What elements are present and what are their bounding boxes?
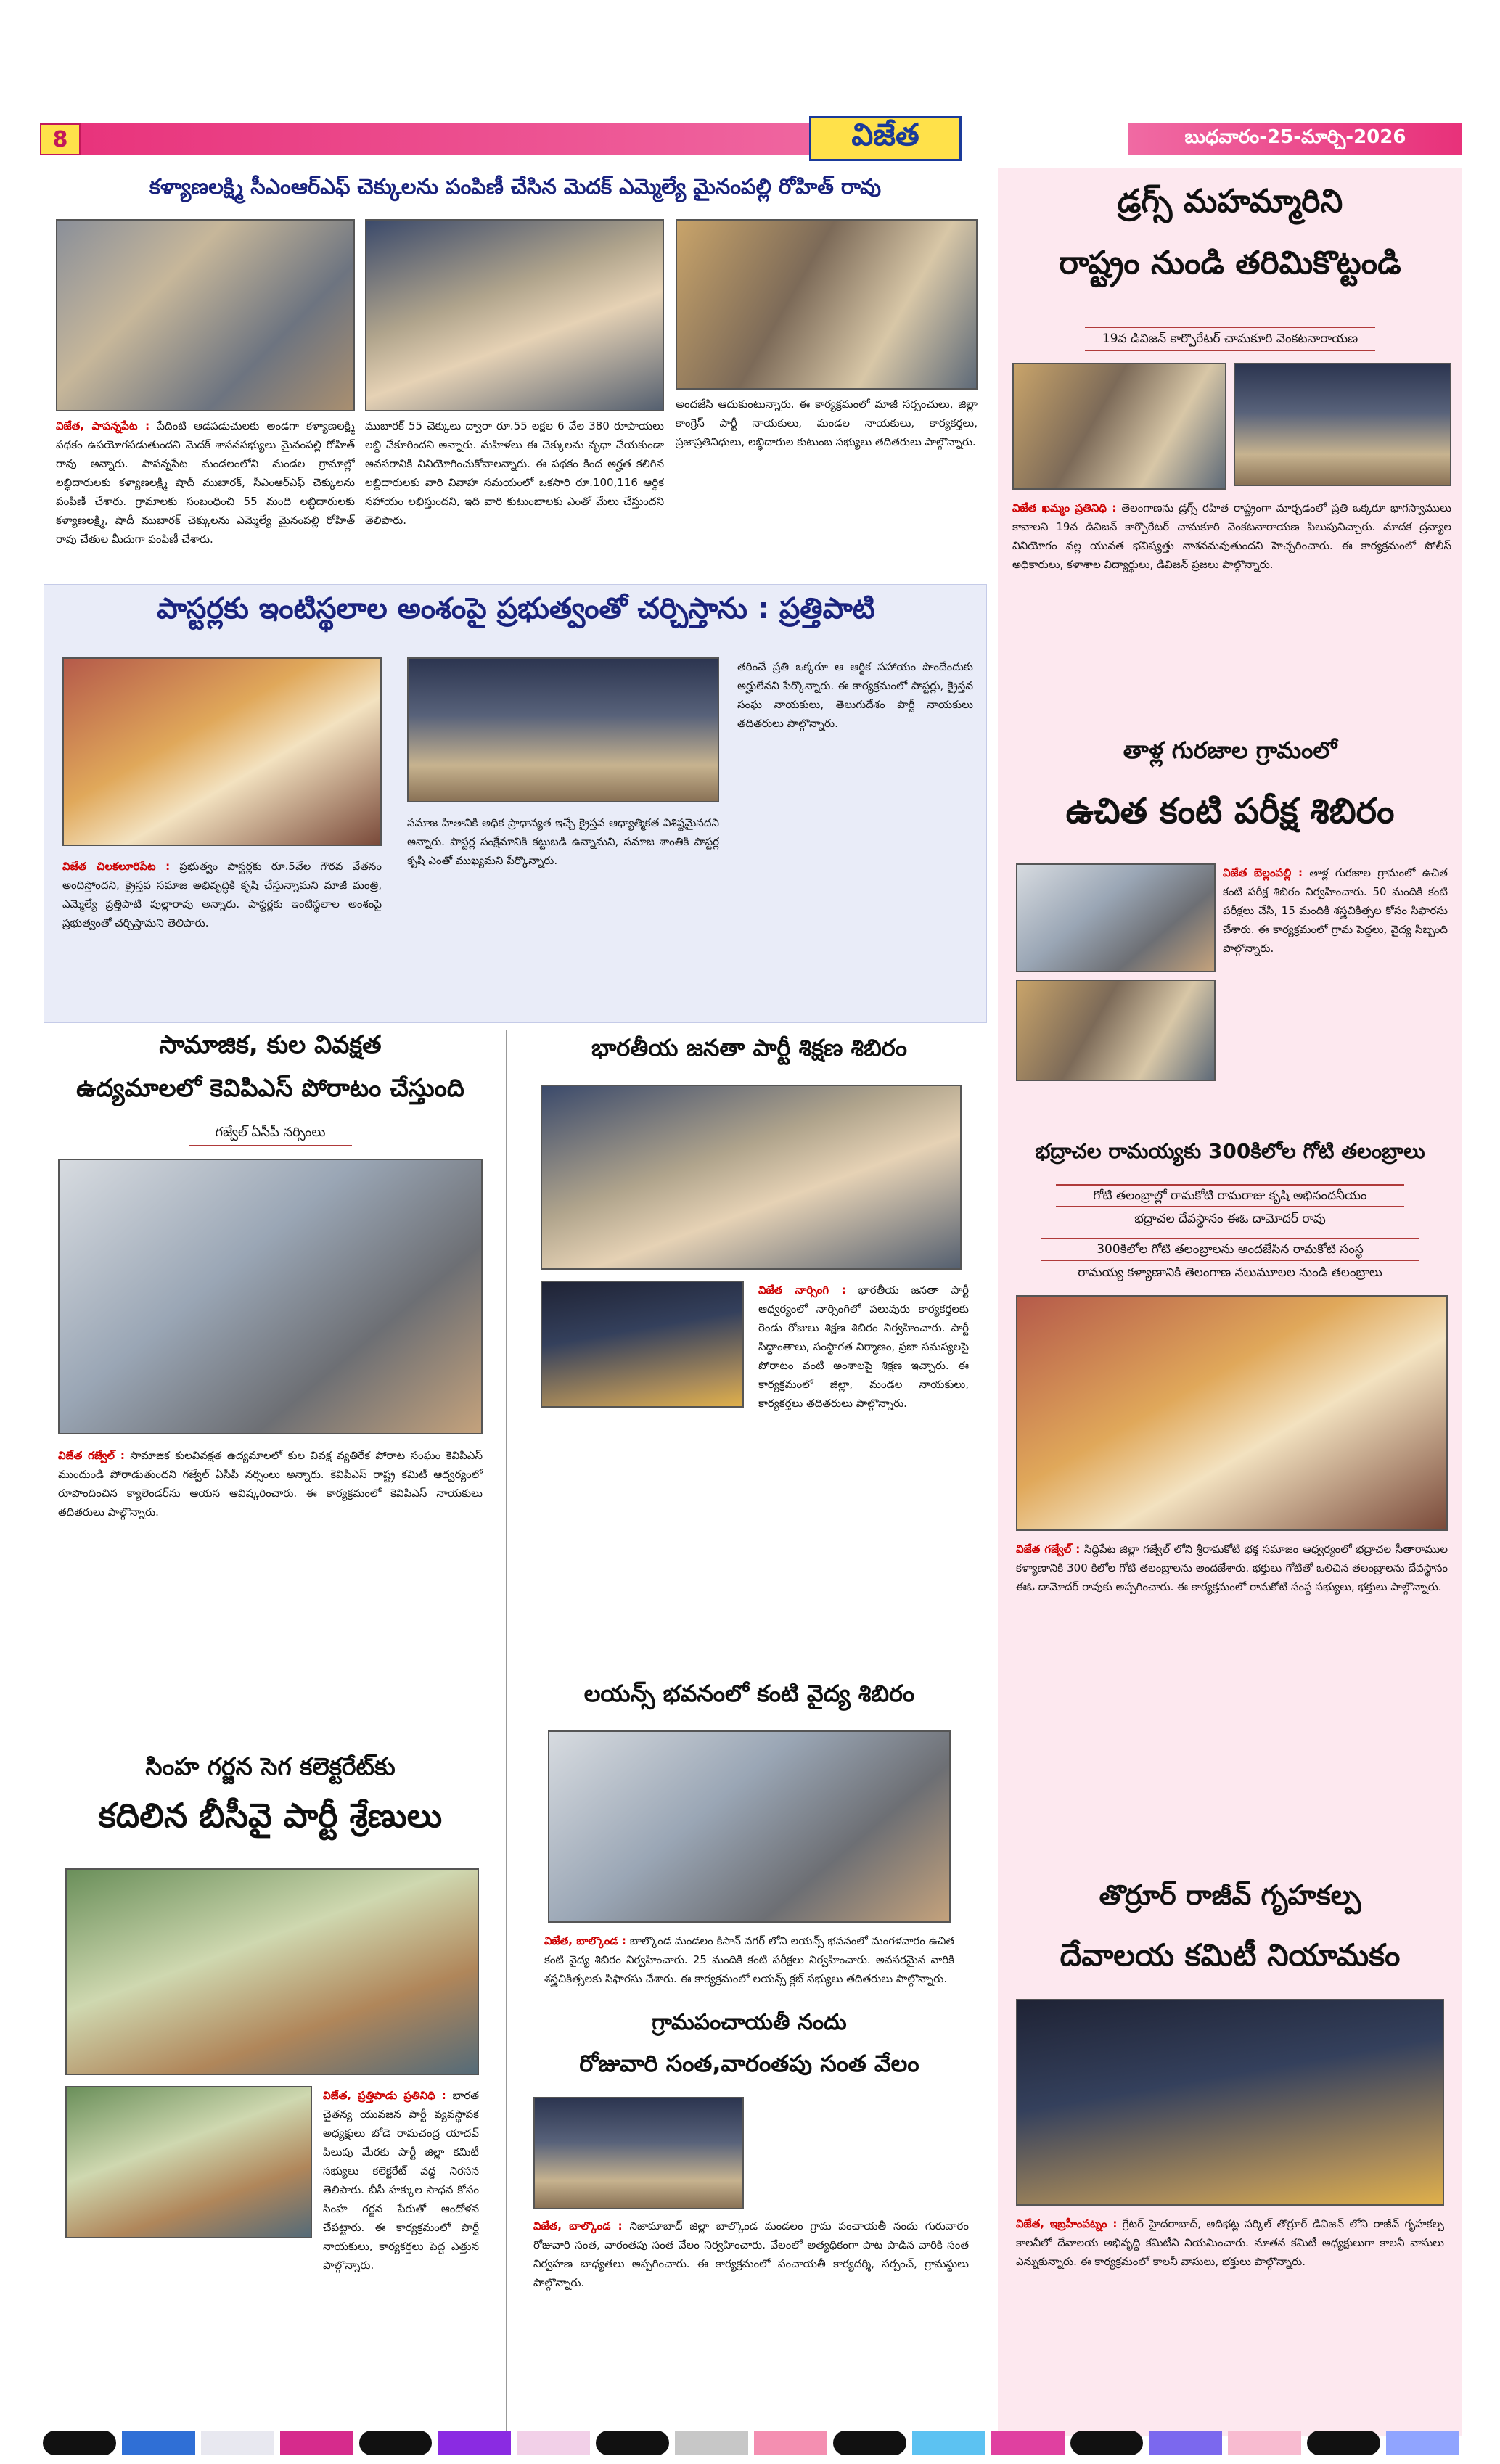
story-headline-line2: ఉచిత కంటి పరీక్ష శిబిరం	[1065, 791, 1395, 831]
story-body-col3	[676, 395, 978, 580]
date-box	[1128, 125, 1462, 154]
story-headline-line1: గ్రామపంచాయతీ నందు	[652, 2010, 847, 2035]
story-text: ముబారక్ 55 చెక్కులు ద్వారా రూ.55 లక్షల 6 వేల 380 రూపాయలు లబ్ధి చేకూరిందని అన్నారు. మహిళలు ఈ చెక్కులను వృధా చేయకుండా అవసరానికి వినియోగించుకోవాలన్నారు. ఈ పథకం కింద అర్హత కలిగిన లబ్ధిదారులకు వారి వివాహ సమయంలో ఒకసారి రూ.100,116 ఆర్థిక సహాయం లభిస్తుందని, ఇది వారి కుటుంబాలకు ఎంతో మేలు చేస్తుందని తెలిపారు.	[365, 419, 664, 527]
color-swatch	[912, 2431, 985, 2455]
story-market-auction	[515, 2006, 983, 2434]
photo-eye-test-2	[1016, 980, 1216, 1081]
story-dateline: విజేత, ప్రత్తిపాడు ప్రతినిధి :	[323, 2089, 446, 2102]
story-body	[1223, 863, 1448, 1125]
story-drugs-awareness	[998, 168, 1462, 716]
story-body-col2	[365, 416, 664, 580]
story-kvps	[44, 1027, 497, 1741]
page-header	[40, 116, 1462, 161]
photo-training-audience	[541, 1281, 744, 1408]
color-swatch	[122, 2431, 195, 2455]
color-swatch	[1307, 2431, 1380, 2455]
photo-pledge	[1234, 363, 1451, 486]
color-swatch	[675, 2431, 748, 2455]
photo-memorandum	[65, 2086, 312, 2238]
story-text: గ్రేటర్ హైదరాబాద్, అదిభట్ల సర్కిల్ తొర్రూర్ డివిజన్ లోని రాజీవ్ గృహకల్ప కాలనీలో దేవాలయ అభివృద్ధి కమిటీని నియమించారు. నూతన కమిటీ అధ్యక్షులుగా కాలనీ వాసులు ఎన్నుకున్నారు. ఈ కార్యక్రమంలో కాలనీ వాసులు, భక్తులు పాల్గొన్నారు.	[1016, 2217, 1444, 2268]
story-headline-line2: రాష్ట్రం నుండి తరిమికొట్టండి	[1059, 245, 1401, 282]
story-subhead: గజ్వేల్ ఏసీపీ నర్సింలు	[189, 1125, 352, 1146]
story-talambralu	[998, 1132, 1462, 1683]
column-rule-left	[506, 1030, 507, 2431]
color-swatch	[517, 2431, 590, 2455]
story-headline-line1: సామాజిక, కుల వివక్షత	[159, 1030, 382, 1059]
issue-date: బుధవారం-25-మార్చి-2026	[1184, 126, 1406, 148]
photo-panchayat-auction	[533, 2097, 744, 2209]
color-swatch	[1228, 2431, 1301, 2455]
story-text: అందజేసి ఆదుకుంటున్నారు. ఈ కార్యక్రమంలో మాజీ సర్పంచులు, జిల్లా కాంగ్రెస్ పార్టీ నాయకులు, మండల నాయకులు, కార్యకర్తలు, ప్రజాప్రతినిధులు, లబ్ధిదారుల కుటుంబ సభ్యులు తదితరులు పాల్గొన్నారు.	[676, 398, 978, 448]
story-headline: లయన్స్ భవనంలో కంటి వైద్య శిబిరం	[583, 1680, 915, 1707]
story-dateline: విజేత గజ్వేల్ :	[1016, 1543, 1081, 1556]
story-dateline: విజేత, ఇబ్రహీంపట్నం :	[1016, 2217, 1118, 2230]
color-swatch	[596, 2431, 669, 2455]
story-body-col2	[407, 813, 719, 1017]
story-dateline: విజేత గజ్వేల్ :	[58, 1449, 125, 1462]
page-number-box	[40, 123, 81, 155]
color-swatch	[359, 2431, 433, 2455]
story-text: భారత చైతన్య యువజన పార్టీ వ్యవస్థాపక అధ్యక్షులు బోడె రామచంద్ర యాదవ్ పిలుపు మేరకు పార్టీ జిల్లా కమిటీ సభ్యులు కలెక్టరేట్ వద్ద నిరసన తెలిపారు. బీసీ హక్కుల సాధన కోసం సింహ గర్జన పేరుతో ఆందోళన చేపట్టారు. ఈ కార్యక్రమంలో పార్టీ నాయకులు, కార్యకర్తలు పెద్ద ఎత్తున పాల్గొన్నారు.	[323, 2089, 479, 2272]
photo-temple-committee	[1016, 1999, 1444, 2206]
story-body-col3	[737, 657, 973, 1017]
story-text: సిద్దిపేట జిల్లా గజ్వేల్ లోని శ్రీరామకోటి భక్త సమాజం ఆధ్వర్యంలో భద్రాచల సీతారాముల కళ్యాణానికి 300 కిలోల గోటి తలంబ్రాలను అందజేశారు. భక్తులు గోటితో ఒలిచిన తలంబ్రాలను దేవస్థానం ఈఓ దామోదర్ రావుకు అప్పగించారు. ఈ కార్యక్రమంలో రామకోటి సంస్థ సభ్యులు, భక్తులు పాల్గొన్నారు.	[1016, 1543, 1448, 1593]
story-headline-line2: రోజువారి సంత,వారంతపు సంత వేలం	[579, 2050, 919, 2077]
story-temple-committee	[998, 1691, 1462, 2434]
story-text: సామాజిక కులవివక్షత ఉద్యమాలలో కుల వివక్ష వ్యతిరేక పోరాట సంఘం కెవిపిఎస్ ముందుండి పోరాడుతుందని గజ్వేల్ ఏసీపీ నర్సింలు అన్నారు. కెవిపిఎస్ రాష్ట్ర కమిటీ ఆధ్వర్యంలో రూపొందించిన క్యాలెండర్‌ను ఆయన ఆవిష్కరించారు. ఈ కార్యక్రమంలో కెవిపిఎస్ నాయకులు తదితరులు పాల్గొన్నారు.	[58, 1449, 483, 1519]
story-headline-line1: డ్రగ్స్ మహమ్మారిని	[1117, 183, 1343, 220]
color-swatch	[1149, 2431, 1222, 2455]
story-body	[758, 1281, 969, 1662]
color-swatch	[438, 2431, 511, 2455]
story-text: పేదింటి ఆడపడుచులకు అండగా కళ్యాణలక్ష్మి పథకం ఉపయోగపడుతుందని మెదక్ శాసనసభ్యులు మైనంపల్లి రోహిత్ రావు అన్నారు. పాపన్నపేట మండలంలోని మండల గ్రామాల్లో లబ్ధిదారులకు కళ్యాణలక్ష్మి షాదీ ముబారక్, సీఎంఆర్ఎఫ్ చెక్కులను పంపిణీ చేశారు. గ్రామాలకు సంబంధించి 55 మంది లబ్ధిదారులకు కళ్యాణలక్ష్మి, షాదీ ముబారక్ చెక్కులను ఎమ్మెల్యే మైనంపల్లి రోహిత్ రావు చేతుల మీదుగా పంపిణీ చేశారు.	[56, 419, 355, 546]
color-swatch	[754, 2431, 827, 2455]
story-dateline: విజేత బెల్లంపల్లి :	[1223, 866, 1303, 879]
registration-strip	[40, 2431, 1462, 2455]
story-headline: పాస్టర్లకు ఇంటిస్థలాల అంశంపై ప్రభుత్వంతో చర్చిస్తాను : ప్రత్తిపాటి	[157, 592, 875, 625]
story-sub4: రామయ్య కళ్యాణానికి తెలంగాణ నలుమూలల నుండి తలంబ్రాలు	[1078, 1265, 1382, 1280]
color-swatch	[280, 2431, 353, 2455]
story-headline-line1: తాళ్ల గురజాల గ్రామంలో	[1123, 736, 1337, 764]
story-body-col1	[56, 416, 355, 580]
story-headline: భద్రాచల రామయ్యకు 300కిలోల గోటి తలంబ్రాలు	[1035, 1139, 1425, 1163]
color-swatch	[1386, 2431, 1459, 2455]
story-dateline: విజేత ఖమ్మం ప్రతినిధి :	[1012, 501, 1117, 514]
photo-stage-event	[407, 657, 719, 802]
color-swatch	[43, 2431, 116, 2455]
story-body	[1012, 498, 1451, 712]
story-text: తెలంగాణను డ్రగ్స్ రహిత రాష్ట్రంగా మార్చడంలో ప్రతి ఒక్కరూ భాగస్వాములు కావాలని 19వ డివిజన్ కార్పొరేటర్ చామకూరి వెంకటనారాయణ పిలుపునిచ్చారు. మాదక ద్రవ్యాల వినియోగం వల్ల యువత భవిష్యత్తు నాశనమవుతుందని హెచ్చరించారు. ఈ కార్యక్రమంలో పోలీస్ అధికారులు, కళాశాల విద్యార్థులు, డివిజన్ ప్రజలు పాల్గొన్నారు.	[1012, 501, 1451, 571]
story-lions-eye-camp	[515, 1676, 983, 2003]
story-body	[544, 1931, 954, 2000]
story-mla-cheques	[40, 168, 991, 582]
photo-eye-test-1	[1016, 863, 1216, 972]
story-body	[323, 2086, 479, 2427]
story-text: భారతీయ జనతా పార్టీ ఆధ్వర్యంలో నార్సింగిలో పలువురు కార్యకర్తలకు రెండు రోజులు శిక్షణ శిబిరం నిర్వహించారు. పార్టీ సిద్ధాంతాలు, సంస్థాగత నిర్మాణం, ప్రజా సమస్యలపై పోరాటం వంటి అంశాలపై శిక్షణ ఇచ్చారు. ఈ కార్యక్రమంలో జిల్లా, మండల నాయకులు, కార్యకర్తలు తదితరులు పాల్గొన్నారు.	[758, 1284, 969, 1410]
color-swatch	[991, 2431, 1065, 2455]
story-sub1: గోటి తలంబ్రాల్లో రామకోటి రామరాజు కృషి అభినందనీయం	[1056, 1184, 1404, 1207]
story-text: ప్రభుత్వం పాస్టర్లకు రూ.5వేల గౌరవ వేతనం అందిస్తోందని, క్రైస్తవ సమాజ అభివృద్ధికి కృషి చేస్తున్నామని మాజీ మంత్రి, ఎమ్మెల్యే ప్రత్తిపాటి పుల్లారావు అన్నారు. పాస్టర్లకు ఇంటిస్థలాల అంశంపై ప్రభుత్వంతో చర్చిస్తామని తెలిపారు.	[62, 860, 382, 929]
photo-lions-club	[548, 1730, 951, 1923]
story-sub2: భద్రాచల దేవస్థానం ఈఓ దామోదర్ రావు	[1134, 1212, 1326, 1226]
story-body	[1016, 1540, 1448, 1677]
photo-pastors-meeting	[62, 657, 382, 846]
story-headline: కళ్యాణలక్ష్మి సీఎంఆర్ఎఫ్ చెక్కులను పంపిణీ చేసిన మెదక్ ఎమ్మెల్యే మైనంపల్లి రోహిత్ రావు	[149, 174, 882, 199]
story-body-col1	[62, 857, 382, 1017]
photo-cheque-distribution	[365, 219, 664, 411]
story-body	[58, 1446, 483, 1736]
story-body	[533, 2217, 969, 2427]
story-pastors	[44, 584, 987, 1023]
color-swatch	[201, 2431, 274, 2455]
story-headline-line1: తొర్రూర్ రాజీవ్ గృహకల్ప	[1099, 1879, 1361, 1911]
story-text: తాళ్ల గురజాల గ్రామంలో ఉచిత కంటి పరీక్ష శిబిరం నిర్వహించారు. 50 మందికి కంటి పరీక్షలు చేసి, 15 మందికి శస్త్రచికిత్సల కోసం సిఫారసు చేశారు. ఈ కార్యక్రమంలో గ్రామ పెద్దలు, వైద్య సిబ్బంది పాల్గొన్నారు.	[1223, 866, 1448, 955]
masthead-logo	[809, 116, 962, 161]
story-headline-line1: సింహ గర్జన సెగ కలెక్టరేట్‌కు	[145, 1752, 396, 1781]
photo-police-office	[58, 1159, 483, 1434]
story-headline-line2: దేవాలయ కమిటీ నియామకం	[1060, 1937, 1401, 1973]
story-sub3: 300కిలోల గోటి తలంబ్రాలను అందజేసిన రామకోటి సంస్థ	[1041, 1238, 1419, 1261]
story-text: నిజామాబాద్ జిల్లా బాల్కొండ మండలం గ్రామ పంచాయతీ నందు గురువారం రోజువారి సంత, వారంతపు సంత వేలం నిర్వహించారు. వేలంలో అత్యధికంగా పాట పాడిన వారికి సంత నిర్వహణ బాధ్యతలు అప్పగించారు. ఈ కార్యక్రమంలో పంచాయతీ కార్యదర్శి, సర్పంచ్, గ్రామస్థులు పాల్గొన్నారు.	[533, 2219, 969, 2289]
story-dateline: విజేత, బాల్కొండ :	[544, 1934, 626, 1947]
photo-training-stage	[541, 1085, 962, 1270]
page-number: 8	[52, 126, 68, 152]
story-body	[1016, 2214, 1444, 2428]
story-bjp-training	[515, 1027, 983, 1669]
masthead-title: విజేత	[851, 117, 919, 152]
story-dateline: విజేత, పాపన్నపేట :	[56, 419, 150, 432]
story-text: సమాజ హితానికి అధిక ప్రాధాన్యత ఇచ్చే క్రైస్తవ ఆధ్యాత్మికత విశిష్టమైనదని అన్నారు. పాస్టర్ల సంక్షేమానికి కట్టుబడి ఉన్నామని, సమాజ శాంతికి పాస్టర్ల కృషి ఎంతో ముఖ్యమని పేర్కొన్నారు.	[407, 816, 719, 867]
story-text: బాల్కొండ మండలం కిసాన్ నగర్ లోని లయన్స్ భవనంలో మంగళవారం ఉచిత కంటి వైద్య శిబిరం నిర్వహించారు. 25 మందికి కంటి పరీక్షలు నిర్వహించారు. అవసరమైన వారికి శస్త్రచికిత్సలకు సిఫారసు చేశారు. ఈ కార్యక్రమంలో లయన్స్ క్లబ్ సభ్యులు తదితరులు పాల్గొన్నారు.	[544, 1934, 954, 1985]
photo-rally-banner	[65, 1868, 479, 2075]
story-subhead: 19వ డివిజన్ కార్పొరేటర్ చామకూరి వెంకటనారాయణ	[1085, 327, 1375, 351]
story-bcy-party	[44, 1745, 497, 2434]
story-text: తరించే ప్రతి ఒక్కరూ ఆ ఆర్థిక సహాయం పొందేందుకు అర్హులేనని పేర్కొన్నారు. ఈ కార్యక్రమంలో పాస్టర్లు, క్రైస్తవ సంఘ నాయకులు, తెలుగుదేశం పార్టీ నాయకులు తదితరులు పాల్గొన్నారు.	[737, 660, 973, 730]
photo-stage-speech	[56, 219, 355, 411]
story-dateline: విజేత నార్సింగి :	[758, 1284, 846, 1297]
photo-drugs-meeting	[1012, 363, 1226, 490]
story-dateline: విజేత, బాల్కొండ :	[533, 2219, 623, 2233]
story-headline-line2: ఉద్యమాలలో కెవిపిఎస్ పోరాటం చేస్తుంది	[76, 1074, 464, 1103]
header-left-bar	[40, 123, 882, 155]
story-dateline: విజేత చిలకలూరిపేట :	[62, 860, 171, 873]
color-swatch	[833, 2431, 906, 2455]
photo-talambralu-temple	[1016, 1295, 1448, 1531]
color-swatch	[1070, 2431, 1144, 2455]
story-headline-line2: కదిలిన బీసీవై పార్టీ శ్రేణులు	[98, 1796, 443, 1835]
story-eye-test-camp	[998, 722, 1462, 1128]
photo-beneficiaries-seated	[676, 219, 978, 390]
story-headline: భారతీయ జనతా పార్టీ శిక్షణ శిబిరం	[591, 1034, 908, 1061]
